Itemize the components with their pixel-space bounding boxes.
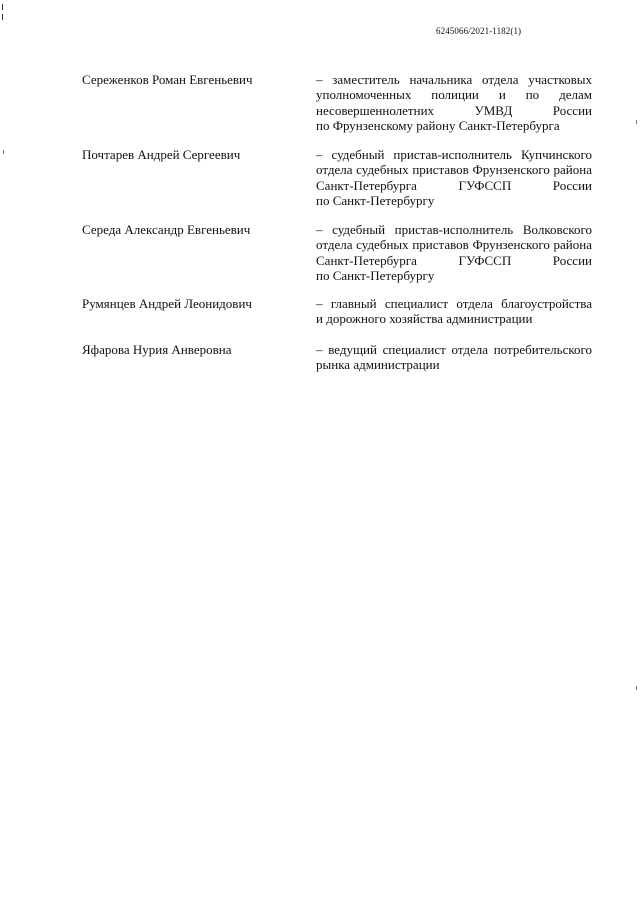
left-edge-mark — [3, 150, 4, 154]
position-line: Санкт-Петербурга ГУФССП России — [316, 177, 592, 193]
position-line: – судебный пристав-исполнитель Купчинского — [316, 147, 592, 162]
member-name: Румянцев Андрей Леонидович — [82, 296, 252, 311]
position-line: отдела судебных приставов Фрунзенского района — [316, 237, 592, 253]
position-line: – ведущий специалист отдела потребительского — [316, 342, 592, 357]
member-name: Середа Александр Евгеньевич — [82, 222, 251, 237]
position-line: рынка администрации — [316, 357, 440, 373]
position-line: – судебный пристав-исполнитель Волковского — [316, 222, 592, 237]
member-position — [316, 222, 592, 284]
left-margin-mark — [2, 4, 3, 10]
member-name: Сереженков Роман Евгеньевич — [82, 72, 253, 87]
position-line: по Фрунзенскому району Санкт-Петербурга — [316, 118, 560, 134]
position-line: – заместитель начальника отдела участковых — [316, 72, 592, 87]
position-line: – главный специалист отдела благоустройства — [316, 296, 592, 311]
position-line: уполномоченных полиции и по делам — [316, 87, 592, 103]
member-position — [316, 296, 592, 327]
document-number: 6245066/2021-1182(1) — [436, 26, 522, 36]
member-name: Почтарев Андрей Сергеевич — [82, 147, 241, 162]
position-line: по Санкт-Петербургу — [316, 193, 435, 209]
member-name: Яфарова Нурия Анверовна — [82, 342, 232, 357]
member-position — [316, 342, 592, 373]
position-line: по Санкт-Петербургу — [316, 268, 435, 284]
position-line: несовершеннолетних УМВД России — [316, 102, 592, 118]
member-position — [316, 72, 592, 134]
right-edge-mark — [636, 120, 637, 124]
member-position — [316, 147, 592, 209]
position-line: отдела судебных приставов Фрунзенского района — [316, 162, 592, 178]
position-line: Санкт-Петербурга ГУФССП России — [316, 252, 592, 268]
right-edge-mark — [636, 686, 637, 690]
position-line: и дорожного хозяйства администрации — [316, 311, 533, 327]
left-margin-mark — [2, 14, 3, 20]
